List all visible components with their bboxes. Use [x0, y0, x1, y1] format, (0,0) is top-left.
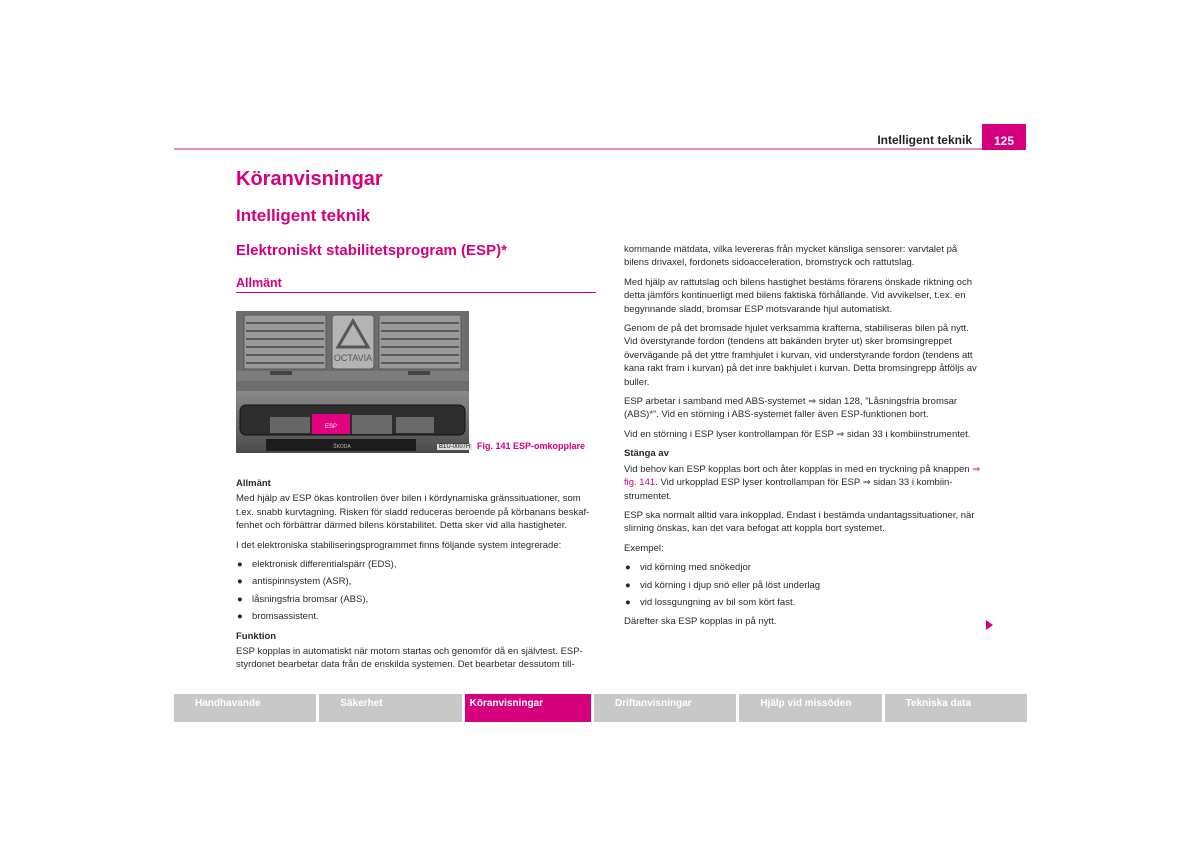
chapter-title: Köranvisningar [236, 168, 383, 190]
list-item: ● vid lossgungning av bil som kört fast. [625, 596, 796, 608]
bullet-icon: ● [237, 576, 243, 588]
bullet-icon: ● [237, 611, 243, 623]
subsection-title: Elektroniskt stabilitetsprogram (ESP)* [236, 242, 507, 259]
nav-tab-sakerhet[interactable]: Säkerhet [319, 694, 461, 722]
chapter-nav [174, 694, 1027, 722]
page-number: 125 [982, 124, 1026, 150]
bullet-icon: ● [625, 562, 631, 574]
paragraph: Med hjälp av rattutslag och bilens hastighet bestäms förarens önskade riktning och detta jämförs kontinuerligt med bilens faktiska förhållande. Vid avvikelser, t.ex. en begynnande sladd, bromsar ESP motsvarande hjul automatiskt. [624, 276, 973, 315]
octavia-label: OCTAVIA [333, 353, 373, 363]
nav-tab-driftanvisningar[interactable]: Driftanvisningar [594, 694, 736, 722]
subheading-function: Funktion [236, 630, 277, 642]
header-rule [174, 148, 982, 150]
list-item: ● antispinnsystem (ASR), [237, 576, 352, 588]
subheading-general: Allmänt [236, 478, 271, 489]
paragraph: I det elektroniska stabiliseringsprogrammet finns följande system integrerade: [236, 539, 562, 551]
right-column [624, 243, 984, 635]
list-item: ● vid körning i djup snö eller på löst underlag [625, 579, 821, 591]
next-page-arrow-icon[interactable] [986, 620, 993, 630]
bullet-icon: ● [625, 596, 631, 608]
list-item: ● låsningsfria bromsar (ABS), [237, 593, 369, 605]
figure-link[interactable]: ⇒ fig. 141. [624, 463, 981, 489]
system-list [236, 558, 596, 624]
figure-code: B1U-0007H [439, 444, 471, 450]
section-title: Intelligent teknik [236, 206, 371, 225]
bullet-icon: ● [237, 593, 243, 605]
nav-tab-handhavande[interactable]: Handhavande [174, 694, 316, 722]
paragraph: Exempel: [624, 542, 664, 554]
bullet-icon: ● [625, 579, 631, 591]
esp-button-label: ESP [324, 424, 338, 430]
paragraph: kommande mätdata, vilka levereras från mycket känsliga sensorer: varvtalet på bilens drivaxel, fordonets sidoacceleration, bromstryck och rattutslag. [624, 244, 958, 269]
subheading-turn-off: Stänga av [624, 448, 669, 460]
paragraph: Vid en störning i ESP lyser kontrollampan för ESP ⇒ sidan 33 i kombiinstrumentet. [624, 428, 971, 440]
topic-title: Allmänt [236, 276, 282, 290]
list-item: ● elektronisk differentialspärr (EDS), [237, 559, 397, 571]
list-item: ● vid körning med snökedjor [625, 562, 751, 574]
paragraph: Därefter ska ESP kopplas in på nytt. [624, 616, 777, 628]
paragraph: ESP ska normalt alltid vara inkopplad. Endast i bestämda undantagssituationer, när slirning önskas, kan det vara befogat att koppla bort systemet. [624, 509, 975, 535]
nav-tab-koranvisningar[interactable]: Köranvisningar [465, 694, 591, 722]
topic-rule [236, 292, 596, 293]
paragraph: Vid behov kan ESP kopplas bort och åter kopplas in med en tryckning på knappen ⇒ fig. 141. Vid urkopplad ESP lyser kontrollampan för ESP ⇒ sidan 33 i kombiin-strumentet. [624, 463, 981, 502]
left-column [236, 473, 596, 678]
paragraph: ESP kopplas in automatiskt när motorn startas och genomför då en självtest. ESP-styrdonet bearbetar data från de enskilda systemen. Det bearbetar dessutom till- [236, 646, 583, 671]
example-list [624, 561, 984, 609]
paragraph: Med hjälp av ESP ökas kontrollen över bilen i kördynamiska gränssituationer, som t.ex. snabb kurvtagning. Risken för sladd reduceras beroende på körbanans beskaf-fenhet och förbättrar därmed bilens körstabilitet. Detta sker vid alla hastigheter. [236, 493, 590, 532]
nav-tab-tekniska-data[interactable]: Tekniska data [885, 694, 1027, 722]
bullet-icon: ● [237, 559, 243, 571]
figure-caption: Fig. 141 ESP-omkopplare [477, 441, 586, 451]
nav-tab-hjalp-vid-missoden[interactable]: Hjälp vid missöden [739, 694, 881, 722]
brand-label: ŠKODA [333, 444, 351, 450]
dashboard-illustration [236, 311, 469, 453]
esp-switch-figure [236, 311, 469, 453]
running-header-title: Intelligent teknik [877, 133, 972, 147]
paragraph: Genom de på det bromsade hjulet verksamma krafterna, stabiliseras bilen på nytt. Vid överstyrande fordon (tendens att bakänden bryter ut) sker bromsingreppet övervägande på det yttre framhjulet i kurvan, vid understyrande fordon (tendens att kana rakt fram i kurvan) på det inre bakhjulet i kurvan. Detta bromsingrepp åtföljs av buller. [624, 323, 977, 388]
list-item: ● bromsassistent. [237, 611, 319, 623]
paragraph: ESP arbetar i samband med ABS-systemet ⇒ sidan 128, ”Låsningsfria bromsar (ABS)*”. Vid en störning i ABS-systemet faller även ESP-funktionen bort. [624, 396, 958, 421]
